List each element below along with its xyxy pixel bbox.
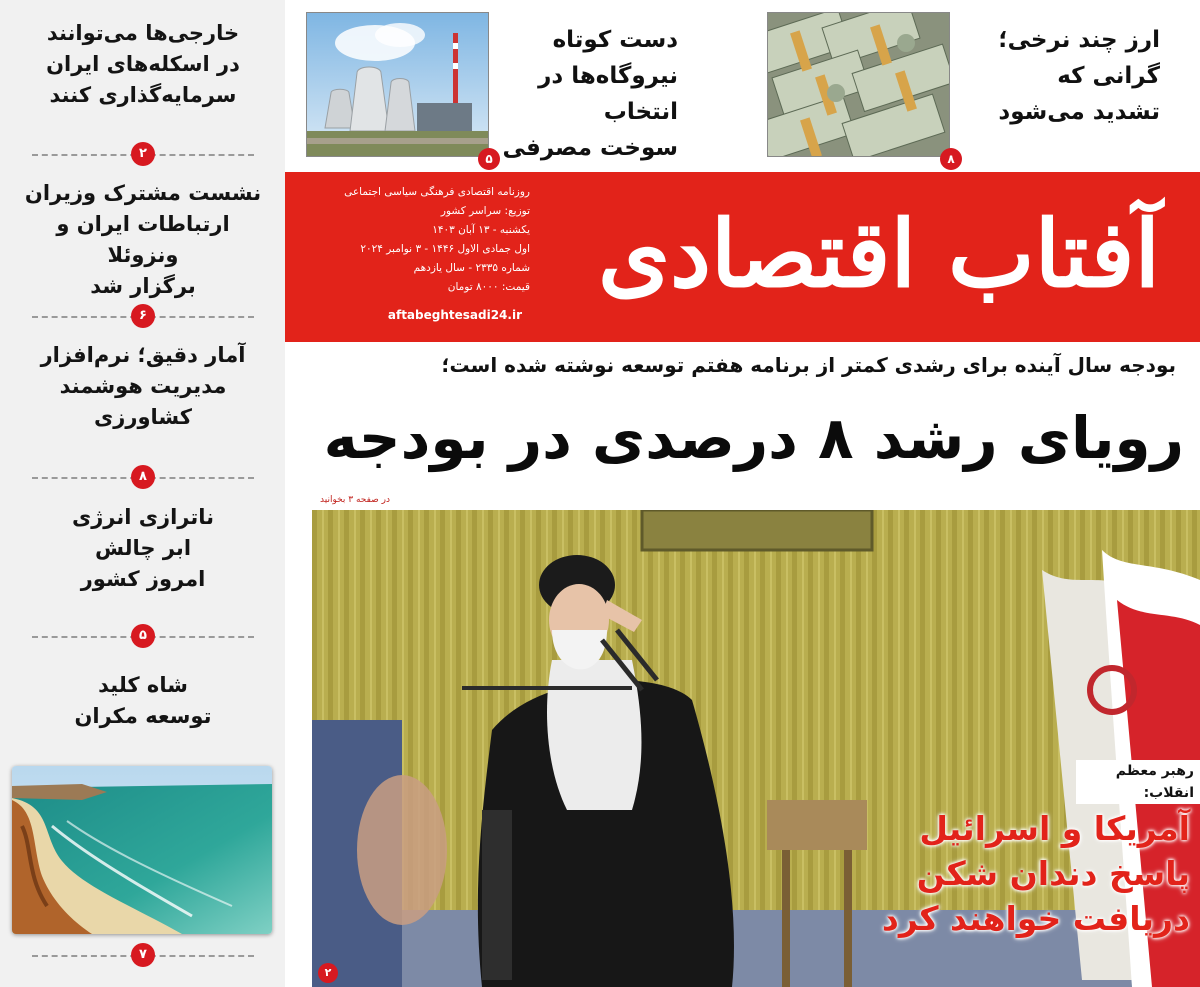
masthead-distribution: توزیع: سراسر کشور xyxy=(440,205,530,217)
teaser-line: گرانی که xyxy=(1057,63,1160,89)
makran-coast-photo[interactable] xyxy=(12,766,272,934)
story-line: خارجی‌ها می‌توانند xyxy=(46,21,240,45)
page-number-badge: ۲ xyxy=(131,142,155,166)
masthead-date-solar: یکشنبه - ۱۳ آبان ۱۴۰۳ xyxy=(432,224,530,236)
masthead-tagline: روزنامه اقتصادی فرهنگی سیاسی اجتماعی xyxy=(344,186,530,198)
story-line: نشست مشترک وزیران xyxy=(24,181,262,205)
power-plant-thumbnail[interactable] xyxy=(306,12,489,157)
newspaper-logo[interactable]: آفتاب اقتصادی xyxy=(597,200,1160,308)
teaser-line: سوخت مصرفی xyxy=(502,135,678,161)
story-line: کشاورزی xyxy=(94,405,192,429)
sidebar-story-smart-agriculture[interactable] xyxy=(18,340,268,433)
masthead-date-lunar-gregorian: اول جمادی الاول ۱۴۴۶ - ۳ نوامبر ۲۰۲۴ xyxy=(360,243,530,255)
caption-line: آمریکا و اسرائیل xyxy=(919,809,1190,848)
story-line: ناترازی انرژی xyxy=(71,505,215,529)
photo-caption-kicker: رهبر معظم انقلاب: xyxy=(1076,760,1200,804)
story-line: ابر چالش xyxy=(94,536,192,560)
page-number-badge: ۵ xyxy=(478,148,500,170)
sidebar xyxy=(0,0,285,987)
lead-story-headline[interactable]: رویای رشد ۸ درصدی در بودجه xyxy=(323,404,1184,472)
masthead xyxy=(285,172,1200,342)
coast-image xyxy=(12,766,272,934)
teaser-power-plants[interactable] xyxy=(458,22,678,166)
story-line: امروز کشور xyxy=(80,567,206,591)
page-number-badge: ۸ xyxy=(940,148,962,170)
masthead-website-link[interactable]: aftabeghtesadi24.ir xyxy=(387,308,522,322)
teaser-line: تشدید می‌شود xyxy=(998,99,1160,125)
sidebar-story-ports-investment[interactable] xyxy=(18,18,268,111)
story-line: شاه کلید xyxy=(98,673,188,697)
masthead-issue-number: شماره ۲۳۳۵ - سال یازدهم xyxy=(413,262,530,274)
story-line: ارتباطات ایران و ونزوئلا xyxy=(56,212,230,267)
masthead-price: قیمت: ۸۰۰۰ تومان xyxy=(447,281,530,293)
story-line: آمار دقیق؛ نرم‌افزار xyxy=(40,343,246,367)
story-line: سرمایه‌گذاری کنند xyxy=(49,83,237,107)
dollar-banknotes-thumbnail[interactable] xyxy=(767,12,950,157)
photo-caption-headline[interactable] xyxy=(770,806,1190,941)
teaser-currency[interactable] xyxy=(960,22,1160,130)
teaser-line: نیروگاه‌ها در انتخاب xyxy=(538,63,678,125)
page-number-badge: ۶ xyxy=(131,304,155,328)
page-number-badge: ۸ xyxy=(131,465,155,489)
power-plant-image xyxy=(306,13,488,157)
caption-line: دریافت خواهند کرد xyxy=(881,899,1190,938)
teaser-line: ارز چند نرخی؛ xyxy=(998,27,1160,53)
sidebar-story-energy-imbalance[interactable] xyxy=(18,502,268,595)
story-line: توسعه مکران xyxy=(74,704,212,728)
story-line: در اسکله‌های ایران xyxy=(46,52,240,76)
teaser-line: دست کوتاه xyxy=(552,27,678,53)
story-line: برگزار شد xyxy=(90,274,196,298)
page-number-badge: ۵ xyxy=(131,624,155,648)
banknotes-image xyxy=(767,13,949,157)
page-number-badge: ۲ xyxy=(318,963,338,983)
caption-line: پاسخ دندان شکن xyxy=(916,854,1190,893)
sidebar-story-makran[interactable] xyxy=(18,670,268,732)
sidebar-story-iran-venezuela[interactable] xyxy=(18,178,268,302)
story-line: مدیریت هوشمند xyxy=(59,374,227,398)
lead-story-kicker: بودجه سال آینده برای رشدی کمتر از برنامه هفتم توسعه نوشته شده است؛ xyxy=(441,353,1176,377)
page-number-badge: ۷ xyxy=(131,943,155,967)
page-reference: در صفحه ۳ بخوانید xyxy=(320,495,391,505)
